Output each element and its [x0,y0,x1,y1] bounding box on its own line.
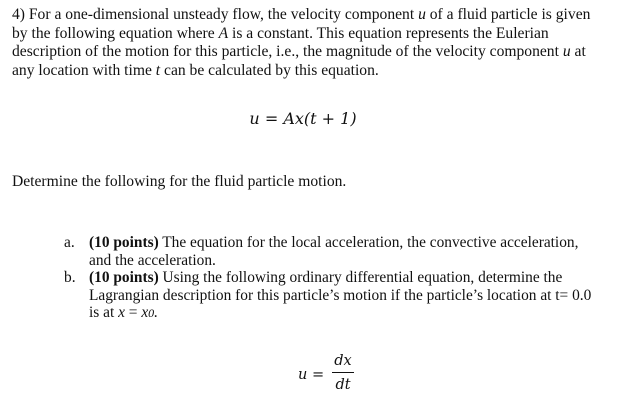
task-item-a [64,234,620,269]
task-list [64,234,620,323]
ode-fraction [332,352,354,394]
task-marker: b. [64,269,76,287]
task-line: is at x = x0. [89,304,159,322]
determine-text: Determine the following for the fluid particle motion. [12,173,347,190]
intro-line: any location with time t can be calculated by this equation. [12,61,379,79]
points-label: (10 points) [89,269,159,287]
task-line: Lagrangian description for this particle’s motion if the particle’s location at t= 0.0 [89,286,592,304]
task-item-b [64,269,620,323]
ode-numerator: dx [334,353,352,369]
intro-line: by the following equation where A is a constant. This equation represents the Eulerian [12,24,549,42]
ode-lhs: u [298,367,308,383]
fraction-bar [332,372,354,373]
points-label: (10 points) [89,234,159,251]
ode-equals: = [307,367,329,383]
task-line: and the acceleration. [89,251,216,269]
intro-line: description of the motion for this particle, i.e., the magnitude of the velocity component u at [12,43,586,61]
equation-rhs: Ax(t + 1) [283,109,357,128]
intro-line: 4) For a one-dimensional unsteady flow, the velocity component u of a fluid particle is given [12,6,591,23]
problem-intro [12,6,618,80]
velocity-equation [0,109,626,128]
task-marker: a. [64,234,75,251]
equation-equals: = [259,109,284,128]
task-line: (10 points) The equation for the local acceleration, the convective acceleration, [89,234,579,251]
task-line: (10 points) Using the following ordinary differential equation, determine the [89,269,563,287]
ode-denominator: dt [335,377,351,393]
equation-lhs: u [249,109,260,128]
